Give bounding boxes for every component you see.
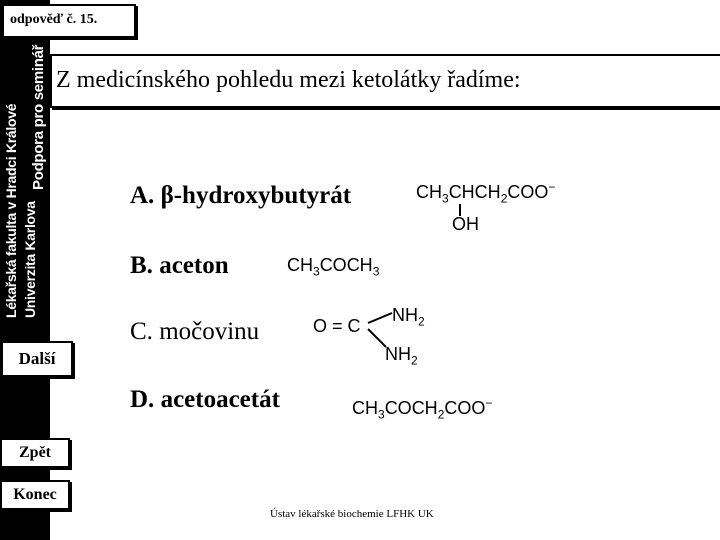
option-c-letter: C. [130,318,153,345]
option-b-text: aceton [159,252,229,279]
formula-c-nh2-bottom: $NH_2$ [385,344,418,368]
faculty-text: Lékařská fakulta v Hradci Králové [3,103,19,318]
option-b [130,252,229,280]
formula-d: $CH_3COCH_2COO^-$ [352,396,493,422]
formula-a-main: $CH_3CHCH_2COO^-$ [416,180,556,206]
footer-text: Ústav lékařské biochemie LFHK UK [270,508,434,520]
option-d [130,386,280,414]
option-b-letter: B. [130,252,153,279]
next-button[interactable]: Další [1,341,73,377]
formula-c-nh2-top: $NH_2$ [392,305,425,329]
formula-a [416,180,555,206]
option-a [130,182,351,210]
option-c-text: močovinu [159,318,260,345]
university-text: Univerzita Karlova [22,201,38,318]
option-d-text: acetoacetát [160,386,280,413]
formula-c-left: O = C [313,316,361,336]
question-title: Z medicínského pohledu mezi ketolátky řadíme: [50,54,720,108]
option-a-letter: A. [130,182,155,209]
option-d-letter: D. [130,386,155,413]
back-button[interactable]: Zpět [0,438,70,468]
formula-b: $CH_3COCH_3$ [287,255,380,279]
option-a-text: β-hydroxybutyrát [160,182,352,209]
answer-number-label: odpověď č. 15. [2,4,136,38]
end-button[interactable]: Konec [0,480,70,510]
option-c [130,318,259,346]
seminar-text: Podpora pro seminář [30,44,47,190]
formula-a-oh: OH [452,214,479,234]
